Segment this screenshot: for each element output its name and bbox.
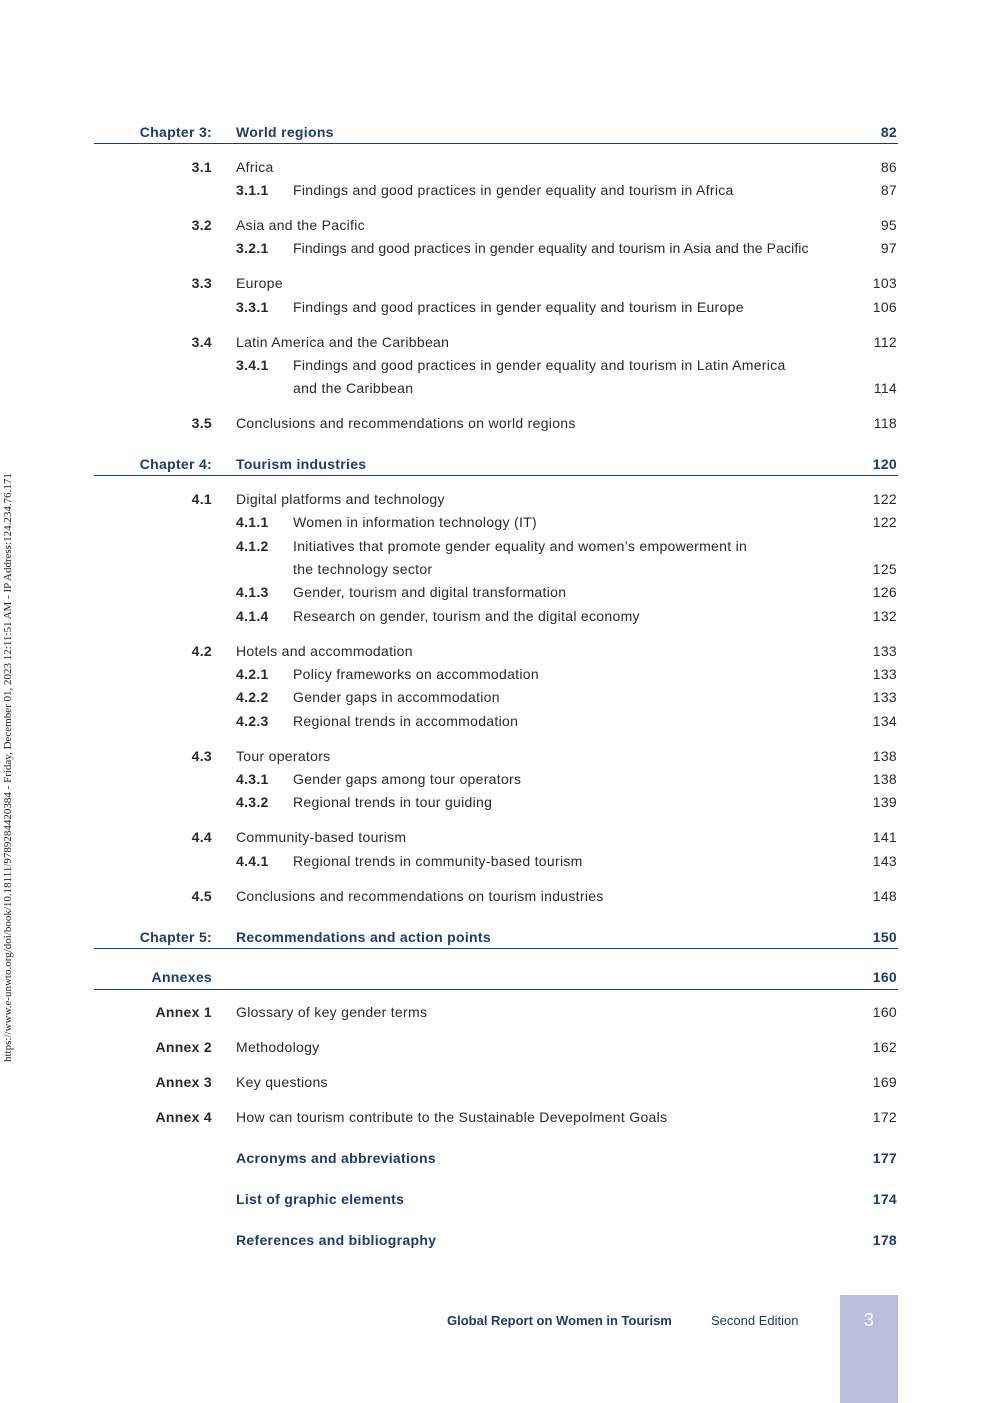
annexes-label: Annexes <box>151 969 212 985</box>
section-number: 4.2 <box>191 643 212 659</box>
backmatter-title: List of graphic elements <box>236 1191 405 1207</box>
subsection-title: Findings and good practices in gender equality and tourism in Asia and the Pacific <box>293 240 809 256</box>
toc-section-4-4[interactable] <box>0 827 992 847</box>
page-number: 82 <box>880 124 897 140</box>
page-number: 118 <box>873 415 897 431</box>
section-title: Community-based tourism <box>236 829 407 845</box>
page-number: 178 <box>872 1232 897 1248</box>
subsection-number: 4.1.2 <box>236 538 269 554</box>
toc-annex-1[interactable] <box>0 1002 992 1022</box>
section-title: Conclusions and recommendations on world regions <box>236 415 576 431</box>
subsection-number: 3.1.1 <box>236 182 269 198</box>
page-number: 177 <box>872 1150 897 1166</box>
subsection-title: Gender, tourism and digital transformation <box>293 584 567 600</box>
page-number: 103 <box>872 275 897 291</box>
subsection-title: Findings and good practices in gender equality and tourism in Europe <box>293 299 744 315</box>
subsection-title: Initiatives that promote gender equality and women’s empowerment in <box>293 538 748 554</box>
toc-chapter-4[interactable] <box>0 454 992 474</box>
section-number: 4.3 <box>191 748 212 764</box>
toc-section-4-2[interactable] <box>0 641 992 661</box>
subsection-number: 4.4.1 <box>236 853 269 869</box>
page-number: 141 <box>872 829 897 845</box>
toc-section-3-3[interactable] <box>0 273 992 293</box>
section-title: Hotels and accommodation <box>236 643 413 659</box>
toc-graphic-elements[interactable] <box>0 1189 992 1209</box>
annex-label: Annex 1 <box>155 1004 212 1020</box>
page-number: 162 <box>872 1039 897 1055</box>
toc-subsection-4-2-1[interactable] <box>0 664 992 684</box>
page-number: 150 <box>872 929 897 945</box>
section-title: Europe <box>236 275 283 291</box>
subsection-number: 4.1.1 <box>236 514 269 530</box>
section-title: Asia and the Pacific <box>236 217 365 233</box>
toc-chapter-5[interactable] <box>0 927 992 947</box>
chapter-label: Chapter 4: <box>139 456 212 472</box>
annex-label: Annex 2 <box>155 1039 212 1055</box>
annex-label: Annex 3 <box>155 1074 212 1090</box>
toc-section-3-5[interactable] <box>0 413 992 433</box>
toc-subsection-4-2-2[interactable] <box>0 687 992 707</box>
toc-subsection-4-1-2[interactable] <box>0 536 992 556</box>
section-number: 3.1 <box>191 159 212 175</box>
page-number: 148 <box>872 888 897 904</box>
toc-subsection-4-1-2-continued[interactable] <box>0 559 992 579</box>
subsection-title: Women in information technology (IT) <box>293 514 537 530</box>
page-number: 97 <box>880 240 897 256</box>
toc-subsection-4-4-1[interactable] <box>0 851 992 871</box>
page-number: 86 <box>880 159 897 175</box>
page-number: 126 <box>872 584 897 600</box>
toc-subsection-3-1-1[interactable] <box>0 180 992 200</box>
chapter-divider <box>94 948 898 949</box>
toc-section-4-3[interactable] <box>0 746 992 766</box>
subsection-title: Findings and good practices in gender equality and tourism in Latin America <box>293 357 786 373</box>
section-number: 3.5 <box>191 415 212 431</box>
annex-title: Methodology <box>236 1039 320 1055</box>
section-number: 4.1 <box>191 491 212 507</box>
toc-chapter-3[interactable] <box>0 122 992 142</box>
section-title: Conclusions and recommendations on tourism industries <box>236 888 604 904</box>
page-number: 160 <box>872 969 897 985</box>
annex-title: Glossary of key gender terms <box>236 1004 428 1020</box>
page-number-box <box>840 1295 898 1403</box>
subsection-title: Regional trends in tour guiding <box>293 794 493 810</box>
toc-subsection-4-1-1[interactable] <box>0 512 992 532</box>
footer-edition: Second Edition <box>711 1313 799 1328</box>
subsection-title: Gender gaps among tour operators <box>293 771 522 787</box>
toc-annex-3[interactable] <box>0 1072 992 1092</box>
toc-acronyms[interactable] <box>0 1148 992 1168</box>
page-number: 160 <box>872 1004 897 1020</box>
subsection-number: 3.2.1 <box>236 240 269 256</box>
section-title: Tour operators <box>236 748 331 764</box>
page-number: 106 <box>872 299 897 315</box>
toc-subsection-4-3-1[interactable] <box>0 769 992 789</box>
section-number: 3.4 <box>191 334 212 350</box>
toc-section-4-5[interactable] <box>0 886 992 906</box>
section-title: Digital platforms and technology <box>236 491 445 507</box>
subsection-title: Regional trends in accommodation <box>293 713 519 729</box>
backmatter-title: References and bibliography <box>236 1232 437 1248</box>
toc-annex-4[interactable] <box>0 1107 992 1127</box>
annex-label: Annex 4 <box>155 1109 212 1125</box>
toc-section-4-1[interactable] <box>0 489 992 509</box>
subsection-number: 4.3.2 <box>236 794 269 810</box>
page-number: 132 <box>872 608 897 624</box>
toc-subsection-3-4-1-continued[interactable] <box>0 378 992 398</box>
section-number: 4.5 <box>191 888 212 904</box>
subsection-number: 4.2.1 <box>236 666 269 682</box>
chapter-title: Recommendations and action points <box>236 929 491 945</box>
page-number: 95 <box>880 217 897 233</box>
chapter-label: Chapter 3: <box>139 124 212 140</box>
backmatter-title: Acronyms and abbreviations <box>236 1150 436 1166</box>
toc-subsection-4-1-4[interactable] <box>0 606 992 626</box>
toc-section-3-1[interactable] <box>0 157 992 177</box>
toc-subsection-4-2-3[interactable] <box>0 711 992 731</box>
page-number: 120 <box>872 456 897 472</box>
subsection-number: 3.3.1 <box>236 299 269 315</box>
section-number: 4.4 <box>191 829 212 845</box>
page-number: 87 <box>880 182 897 198</box>
toc-subsection-3-3-1[interactable] <box>0 297 992 317</box>
chapter-title: World regions <box>236 124 334 140</box>
subsection-number: 4.1.4 <box>236 608 269 624</box>
annex-title: How can tourism contribute to the Sustainable Devepolment Goals <box>236 1109 668 1125</box>
page-number: 134 <box>872 713 897 729</box>
subsection-number: 4.2.3 <box>236 713 269 729</box>
toc-subsection-4-3-2[interactable] <box>0 792 992 812</box>
page-number: 112 <box>873 334 897 350</box>
toc-annex-2[interactable] <box>0 1037 992 1057</box>
annex-title: Key questions <box>236 1074 328 1090</box>
subsection-number: 4.3.1 <box>236 771 269 787</box>
section-number: 3.2 <box>191 217 212 233</box>
page-number: 169 <box>872 1074 897 1090</box>
page-number-label: 3 <box>863 1310 875 1330</box>
section-title: Latin America and the Caribbean <box>236 334 450 350</box>
page-number: 138 <box>872 771 897 787</box>
subsection-number: 3.4.1 <box>236 357 269 373</box>
toc-annexes[interactable] <box>0 967 992 987</box>
page-number: 174 <box>872 1191 897 1207</box>
subsection-number: 4.2.2 <box>236 689 269 705</box>
section-number: 3.3 <box>191 275 212 291</box>
page-number: 172 <box>872 1109 897 1125</box>
subsection-title: Research on gender, tourism and the digital economy <box>293 608 640 624</box>
page-number: 133 <box>872 689 897 705</box>
page-number: 133 <box>872 666 897 682</box>
subsection-title: Gender gaps in accommodation <box>293 689 500 705</box>
page-number: 138 <box>872 748 897 764</box>
page-number: 122 <box>872 514 897 530</box>
chapter-label: Chapter 5: <box>139 929 212 945</box>
chapter-divider <box>94 143 898 144</box>
toc-subsection-4-1-3[interactable] <box>0 582 992 602</box>
page-number: 143 <box>872 853 897 869</box>
page-number: 133 <box>872 643 897 659</box>
subsection-title-continued: the technology sector <box>293 561 433 577</box>
subsection-title-continued: and the Caribbean <box>293 380 414 396</box>
toc-subsection-3-2-1[interactable] <box>0 238 992 258</box>
subsection-title: Findings and good practices in gender equality and tourism in Africa <box>293 182 734 198</box>
toc-section-3-2[interactable] <box>0 215 992 235</box>
annexes-divider <box>94 989 898 990</box>
page-number: 125 <box>872 561 897 577</box>
footer-report-title: Global Report on Women in Tourism <box>447 1313 672 1328</box>
subsection-number: 4.1.3 <box>236 584 269 600</box>
page-number: 139 <box>872 794 897 810</box>
chapter-title: Tourism industries <box>236 456 367 472</box>
toc-section-3-4[interactable] <box>0 332 992 352</box>
page-number: 114 <box>873 380 897 396</box>
download-watermark: https://www.e-unwto.org/doi/book/10.18111/9789284420384 - Friday, December 01, 2023 12:11:51 AM - IP Address:124.234.76.171 <box>2 473 14 1062</box>
toc-subsection-3-4-1[interactable] <box>0 355 992 375</box>
toc-references[interactable] <box>0 1230 992 1250</box>
section-title: Africa <box>236 159 274 175</box>
chapter-divider <box>94 475 898 476</box>
subsection-title: Regional trends in community-based tourism <box>293 853 583 869</box>
subsection-title: Policy frameworks on accommodation <box>293 666 539 682</box>
page-number: 122 <box>872 491 897 507</box>
